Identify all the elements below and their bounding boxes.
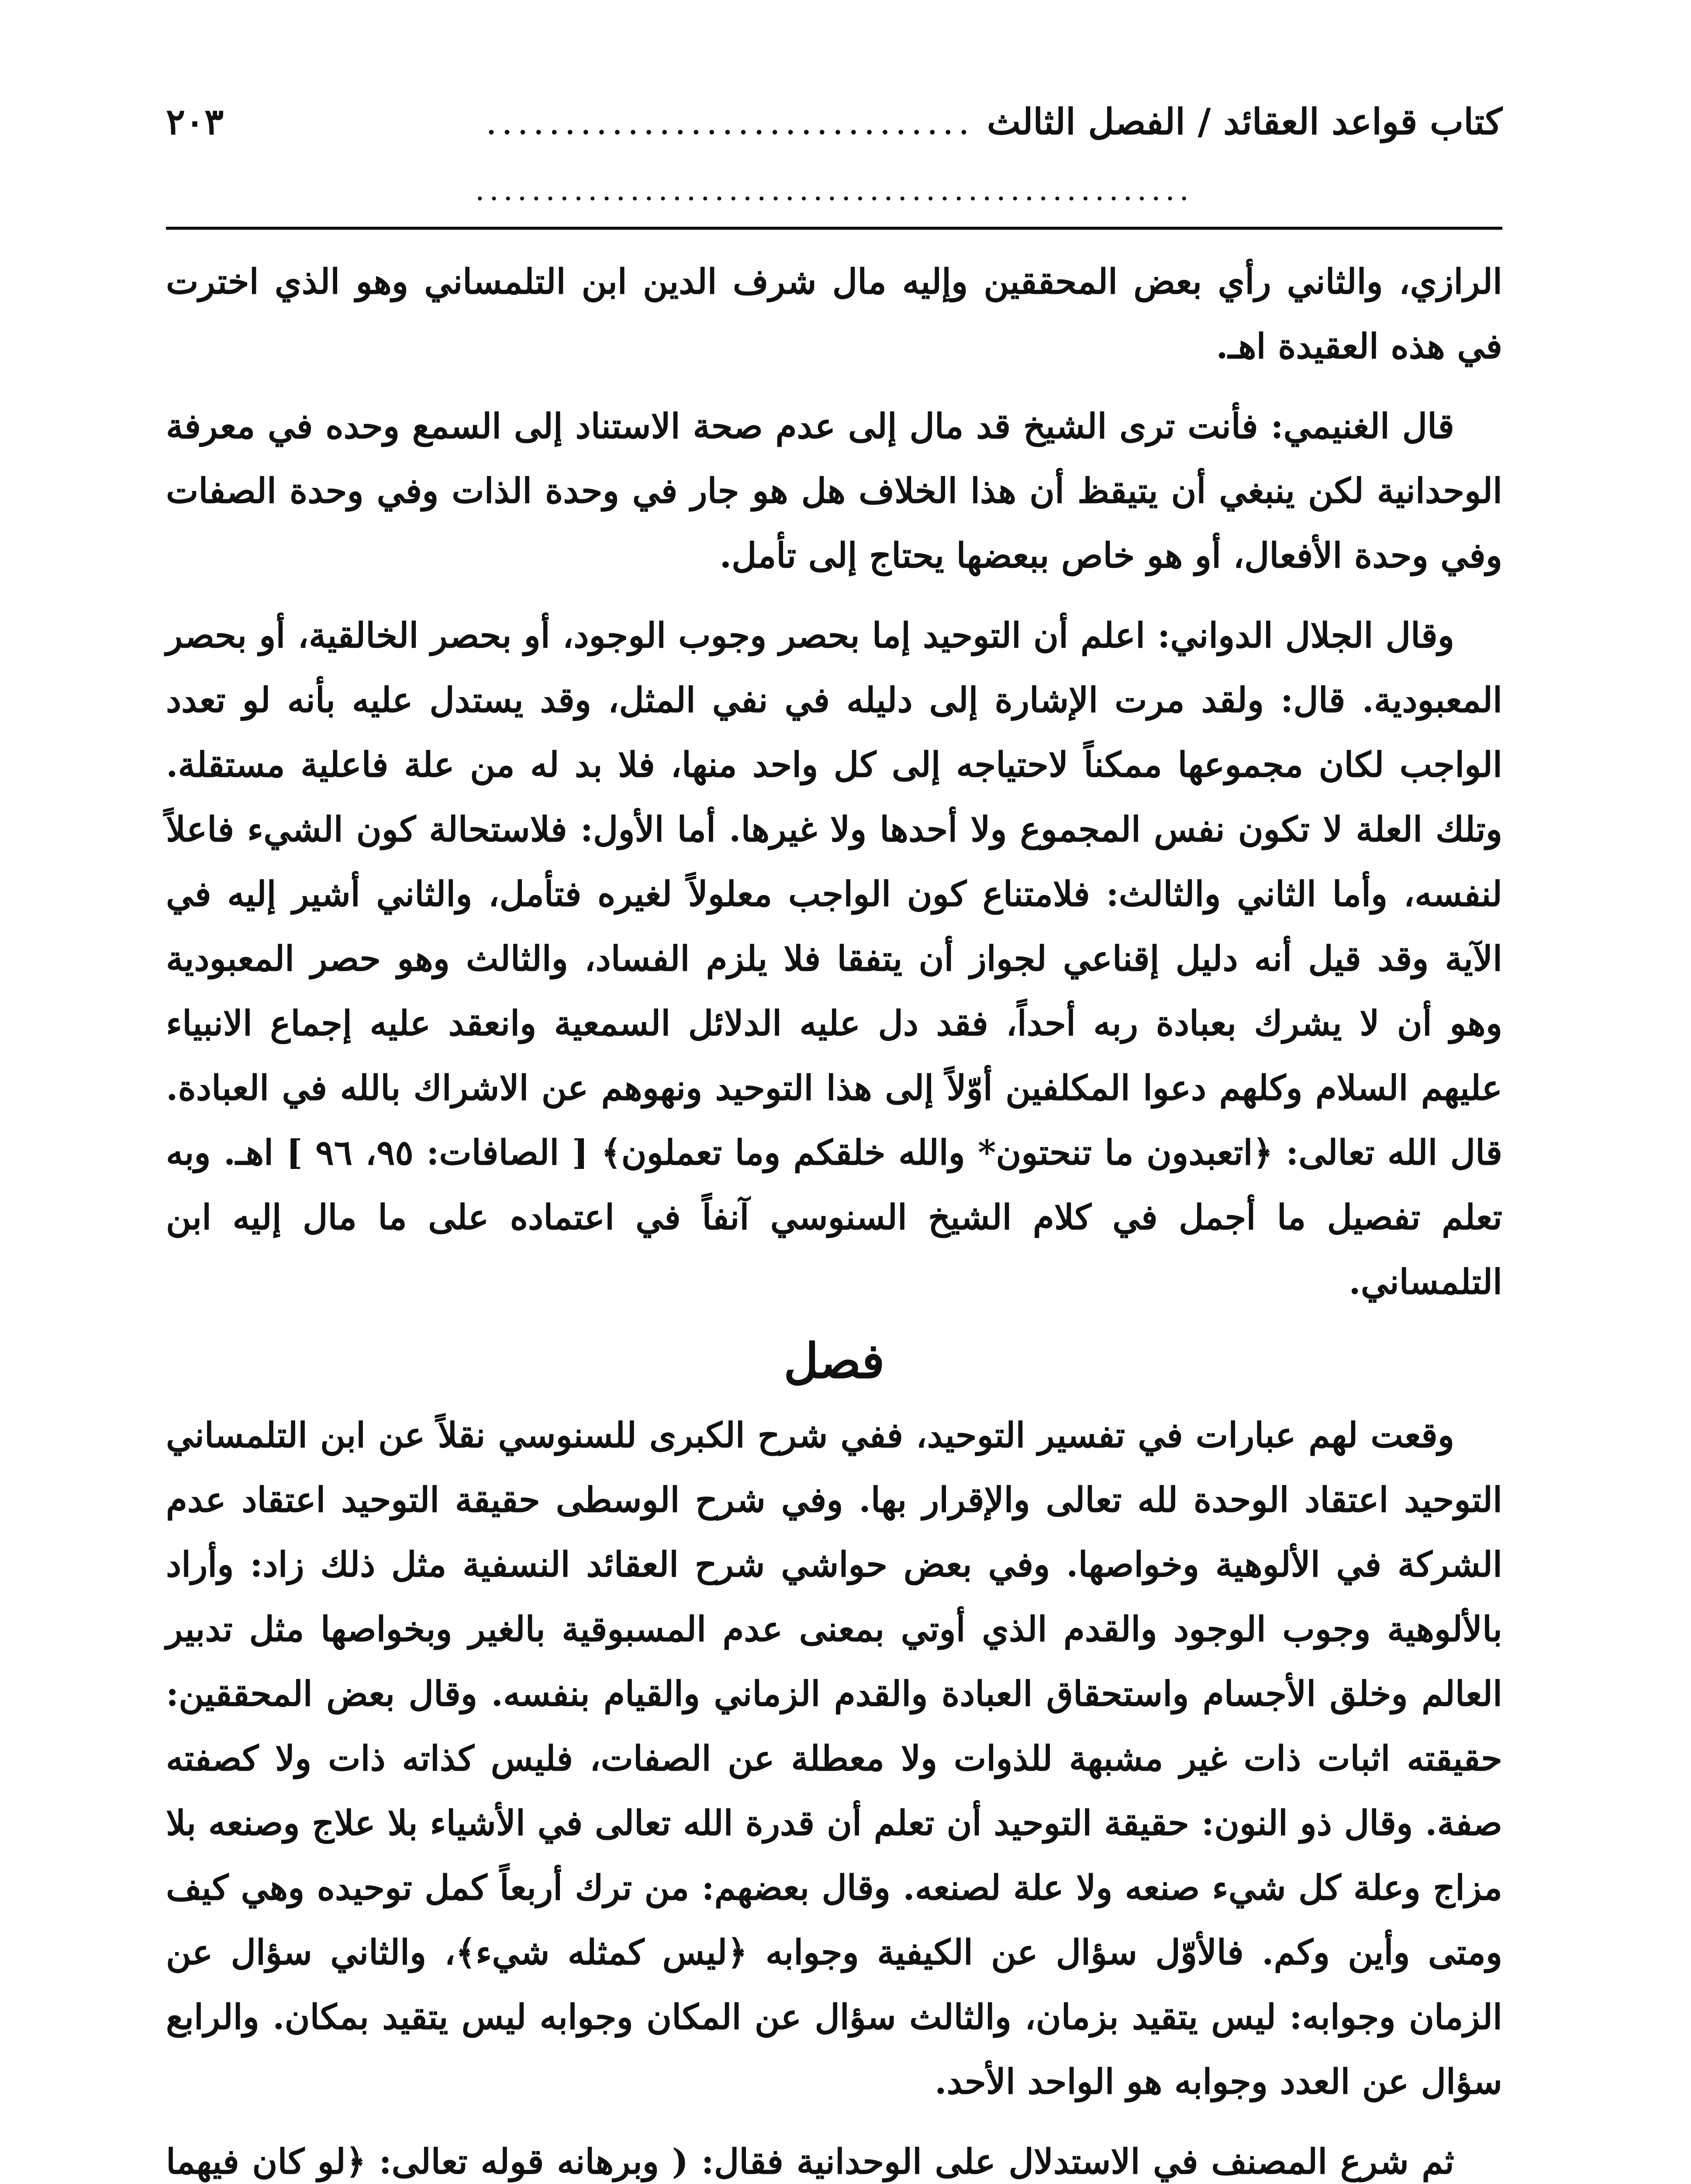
paragraph: قال الغنيمي: فأنت ترى الشيخ قد مال إلى عدم صحة الاستناد إلى السمع وحده في معرفة الوحدانية لكن ينبغي أن يتيقظ أن هذا الخلاف هل هو جار في وحدة الذات وفي وحدة الصفات وفي وحدة الأفعال، أو هو خاص ببعضها يحتاج إلى تأمل.	[166, 406, 1502, 576]
book-page	[166, 100, 1502, 2184]
body-text	[166, 249, 1502, 2184]
book-title: كتاب قواعد العقائد / الفصل الثالث	[987, 101, 1502, 143]
section-heading: فصل	[783, 1333, 885, 1389]
dotted-separator: ...................................................	[475, 174, 1194, 208]
paragraph: وقعت لهم عبارات في تفسير التوحيد، ففي شرح الكبرى للسنوسي نقلاً عن ابن التلمساني التوحيد اعتقاد الوحدة لله تعالى والإقرار بها. وفي شرح الوسطى حقيقة التوحيد اعتقاد عدم الشركة في الألوهية وخواصها. وفي بعض حواشي شرح العقائد النسفية مثل ذلك زاد: وأراد بالألوهية وجوب الوجود والقدم الذي أوتي بمعنى عدم المسبوقية بالغير وبخواصها مثل تدبير العالم وخلق الأجسام واستحقاق العبادة والقدم الزماني والقيام بنفسه. وقال بعض المحققين: حقيقته اثبات ذات غير مشبهة للذوات ولا معطلة عن الصفات، فليس كذاته ذات ولا كصفته صفة. وقال ذو النون: حقيقة التوحيد أن تعلم أن قدرة الله تعالى في الأشياء بلا علاج وصنعه بلا مزاج وعلة كل شيء صنعه ولا علة لصنعه. وقال بعضهم: من ترك أربعاً كمل توحيده وهي كيف ومتى وأين وكم. فالأوّل سؤال عن الكيفية وجوابه ﴿ليس كمثله شيء﴾، والثاني سؤال عن الزمان وجوابه: ليس يتقيد بزمان، والثالث سؤال عن المكان وجوابه ليس يتقيد بمكان. والرابع سؤال عن العدد وجوابه هو الواحد الأحد.	[166, 1415, 1502, 2102]
page-number: ٢٠٣	[166, 101, 224, 143]
horizontal-rule	[166, 227, 1502, 230]
paragraph: الرازي، والثاني رأي بعض المحققين وإليه مال شرف الدين ابن التلمساني وهو الذي اخترت في هذه العقيدة اهـ.	[166, 261, 1502, 367]
paragraph: وقال الجلال الدواني: اعلم أن التوحيد إما بحصر وجوب الوجود، أو بحصر الخالقية، أو بحصر المعبودية. قال: ولقد مرت الإشارة إلى دليله في نفي المثل، وقد يستدل عليه بأنه لو تعدد الواجب لكان مجموعها ممكناً لاحتياجه إلى كل واحد منها، فلا بد له من علة فاعلية مستقلة. وتلك العلة لا تكون نفس المجموع ولا أحدها ولا غيرها. أما الأول: فلاستحالة كون الشيء فاعلاً لنفسه، وأما الثاني والثالث: فلامتناع كون الواجب معلولاً لغيره فتأمل، والثاني أشير إليه في الآية وقد قيل أنه دليل إقناعي لجواز أن يتفقا فلا يلزم الفساد، والثالث وهو حصر المعبودية وهو أن لا يشرك بعبادة ربه أحداً، فقد دل عليه الدلائل السمعية وانعقد عليه إجماع الانبياء عليهم السلام وكلهم دعوا المكلفين أوّلاً إلى هذا التوحيد ونهوهم عن الاشراك بالله في العبادة. قال الله تعالى: ﴿اتعبدون ما تنحتون* والله خلقكم وما تعملون﴾ [ الصافات: ٩٥، ٩٦ ] اهـ. وبه تعلم تفصيل ما أجمل في كلام الشيخ السنوسي آنفاً في اعتماده على ما مال إليه ابن التلمساني.	[166, 615, 1503, 1303]
paragraph: ثم شرع المصنف في الاستدلال على الوحدانية فقال: ( وبرهانه قوله تعالى: ﴿لو كان فيهما	[166, 2141, 1454, 2182]
header-dot-leader: ...............................	[485, 101, 974, 143]
running-header	[166, 100, 1502, 144]
